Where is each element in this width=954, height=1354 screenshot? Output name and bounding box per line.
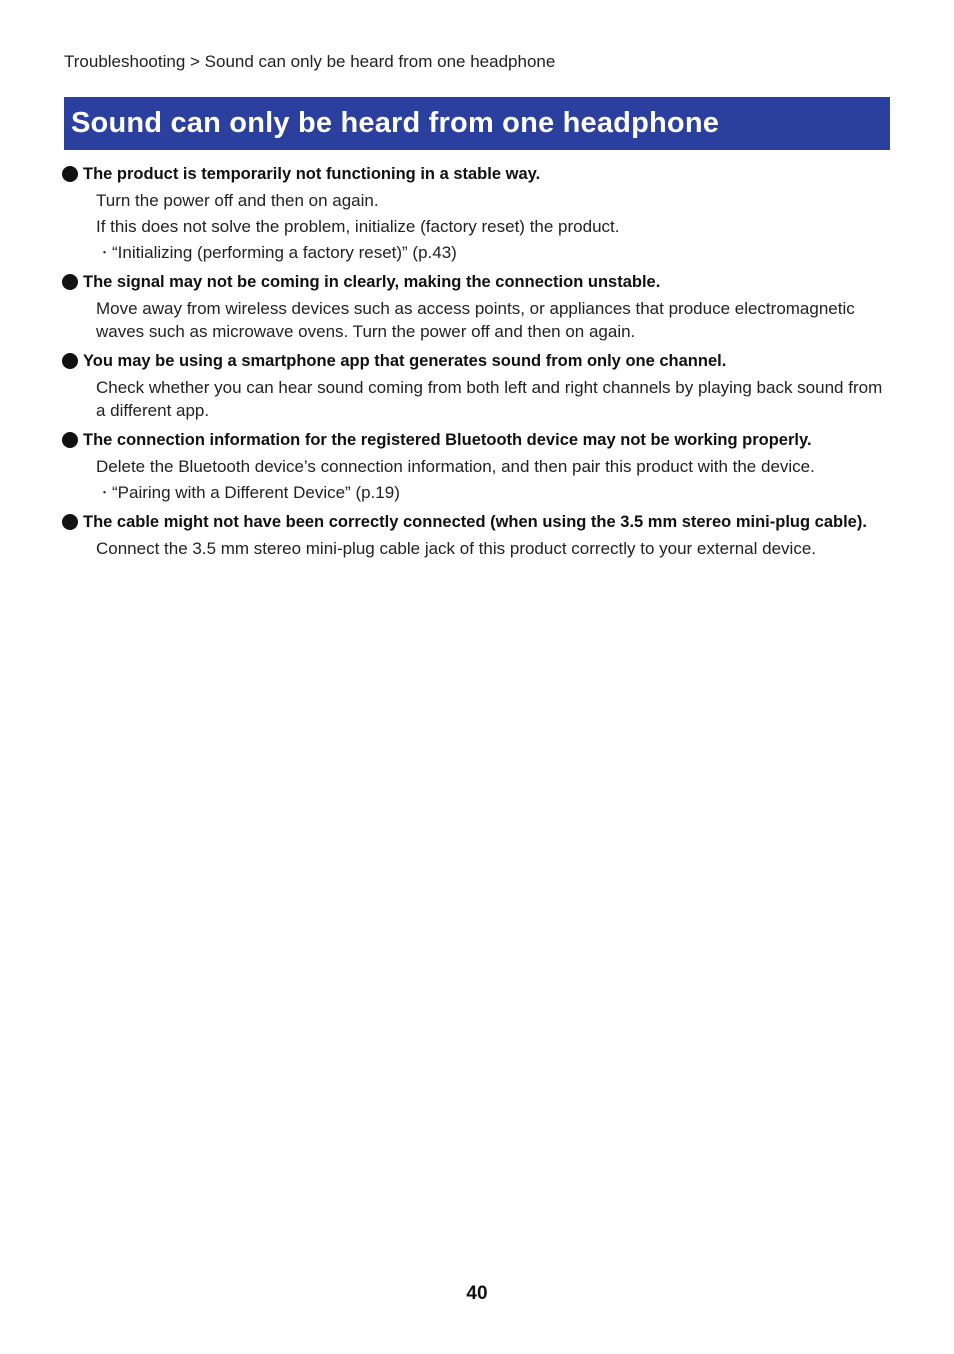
cause-item — [62, 350, 892, 422]
cause-item — [62, 271, 892, 343]
bullet-dot-icon — [62, 166, 78, 182]
cause-heading-text: You may be using a smartphone app that generates sound from only one channel. — [83, 352, 727, 370]
bullet-dot-icon — [62, 274, 78, 290]
solution-text: If this does not solve the problem, initialize (factory reset) the product. — [96, 217, 620, 236]
bullet-dot-icon — [62, 353, 78, 369]
solution-text: Move away from wireless devices such as access points, or appliances that produce electromagnetic waves such as microwave ovens. Turn the power off and then on again. — [96, 299, 855, 341]
cause-item — [62, 511, 892, 560]
reference-bullet-icon: ・ — [98, 485, 112, 500]
cause-heading-text: The cable might not have been correctly connected (when using the 3.5 mm stereo mini-plug cable). — [83, 513, 867, 531]
cause-heading-text: The product is temporarily not functioning in a stable way. — [83, 165, 541, 183]
cause-heading — [62, 429, 892, 452]
cause-item — [62, 429, 892, 504]
reference-bullet-icon: ・ — [98, 245, 112, 260]
page-reference-link[interactable] — [98, 241, 892, 264]
page-reference-link[interactable] — [98, 481, 892, 504]
solution-text: Check whether you can hear sound coming from both left and right channels by playing back sound from a different app. — [96, 378, 883, 420]
page-title-bar — [64, 97, 890, 150]
solution-text: Delete the Bluetooth device’s connection information, and then pair this product with the device. — [96, 457, 815, 476]
bullet-dot-icon — [62, 514, 78, 530]
solution-text: Turn the power off and then on again. — [96, 191, 379, 210]
cause-heading — [62, 271, 892, 294]
page-reference-text[interactable]: “Pairing with a Different Device” (p.19) — [112, 483, 400, 502]
cause-item — [62, 163, 892, 264]
solution-text: Connect the 3.5 mm stereo mini-plug cable jack of this product correctly to your external device. — [96, 539, 817, 558]
cause-heading — [62, 511, 892, 534]
page-number: 40 — [466, 1283, 488, 1304]
cause-heading — [62, 350, 892, 373]
breadcrumb: Troubleshooting > Sound can only be heard from one headphone — [64, 52, 556, 71]
bullet-dot-icon — [62, 432, 78, 448]
cause-heading-text: The signal may not be coming in clearly, making the connection unstable. — [83, 273, 661, 291]
page-reference-text[interactable]: “Initializing (performing a factory reset)” (p.43) — [112, 243, 457, 262]
troubleshooting-list — [62, 163, 892, 567]
cause-heading-text: The connection information for the registered Bluetooth device may not be working properly. — [83, 431, 812, 449]
page-title: Sound can only be heard from one headphone — [71, 107, 720, 139]
cause-heading — [62, 163, 892, 186]
